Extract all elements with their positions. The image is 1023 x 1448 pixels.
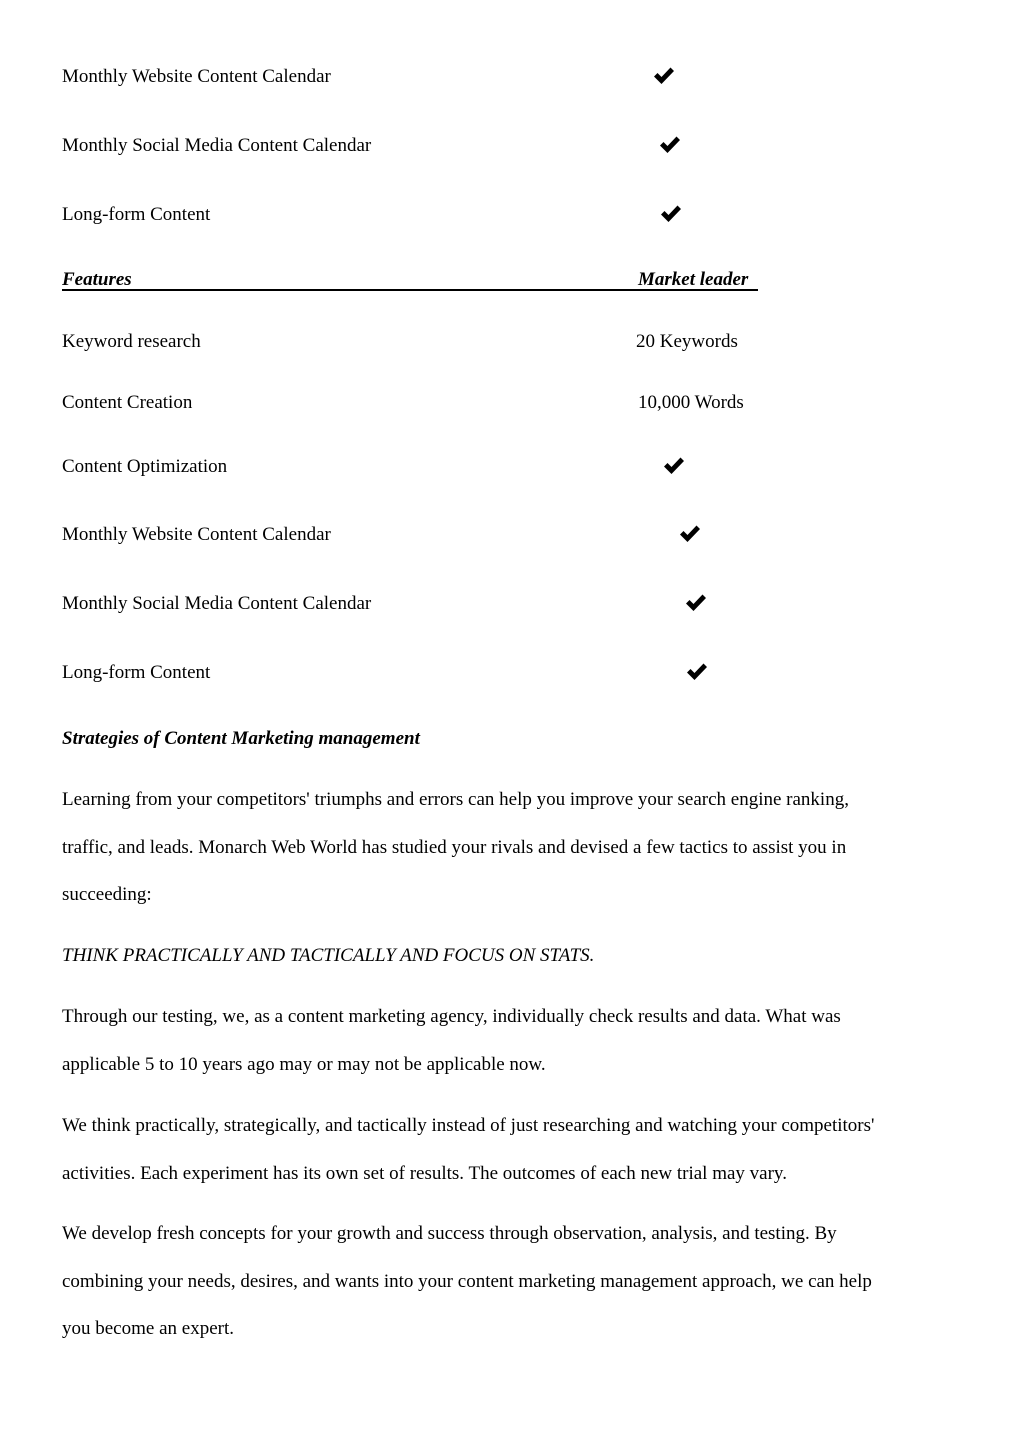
feature-label: Monthly Website Content Calendar [62, 524, 331, 545]
feature-label: Monthly Website Content Calendar [62, 66, 331, 87]
check-mark-icon [679, 524, 701, 544]
text-line: succeeding: [62, 884, 152, 905]
feature-label: Monthly Social Media Content Calendar [62, 593, 372, 614]
text-line: traffic, and leads. Monarch Web World has studied your rivals and devised a few tactics to assist you in [62, 836, 847, 858]
check-mark-icon [685, 593, 707, 613]
text-line: We develop fresh concepts for your growth and success through observation, analysis, and testing. By [62, 1223, 837, 1244]
text-line: We think practically, strategically, and tactically instead of just researching and watching your competitors' [62, 1115, 875, 1136]
text-line: Through our testing, we, as a content marketing agency, individually check results and data. What was [62, 1006, 841, 1027]
check-mark-icon [659, 135, 681, 155]
check-mark-icon [686, 662, 708, 682]
features-header: Features [62, 269, 132, 290]
feature-label: Long-form Content [62, 204, 211, 225]
text-line: activities. Each experiment has its own set of results. The outcomes of each new trial may vary. [62, 1162, 787, 1184]
text-line: applicable 5 to 10 years ago may or may not be applicable now. [62, 1053, 546, 1075]
section-heading: Strategies of Content Marketing management [62, 728, 420, 749]
feature-value: 20 Keywords [636, 331, 738, 352]
feature-label: Content Creation [62, 392, 193, 413]
body-paragraph [62, 1102, 962, 1197]
feature-label: Long-form Content [62, 662, 211, 683]
body-paragraph [62, 1210, 962, 1353]
feature-label: Content Optimization [62, 456, 228, 477]
check-mark-icon [660, 204, 682, 224]
header-underline [62, 289, 758, 291]
intro-paragraph [62, 776, 962, 919]
market-leader-header: Market leader [638, 269, 749, 290]
body-paragraph [62, 993, 962, 1088]
check-mark-icon [663, 456, 685, 476]
feature-label: Keyword research [62, 331, 201, 352]
section-subheading: THINK PRACTICALLY AND TACTICALLY AND FOCUS ON STATS. [62, 945, 595, 966]
text-line: Learning from your competitors' triumphs and errors can help you improve your search engine ranking, [62, 789, 849, 810]
text-line: you become an expert. [62, 1318, 234, 1339]
feature-label: Monthly Social Media Content Calendar [62, 135, 372, 156]
check-mark-icon [653, 66, 675, 86]
feature-value: 10,000 Words [638, 392, 744, 413]
text-line: combining your needs, desires, and wants into your content marketing management approach, we can help [62, 1270, 872, 1292]
